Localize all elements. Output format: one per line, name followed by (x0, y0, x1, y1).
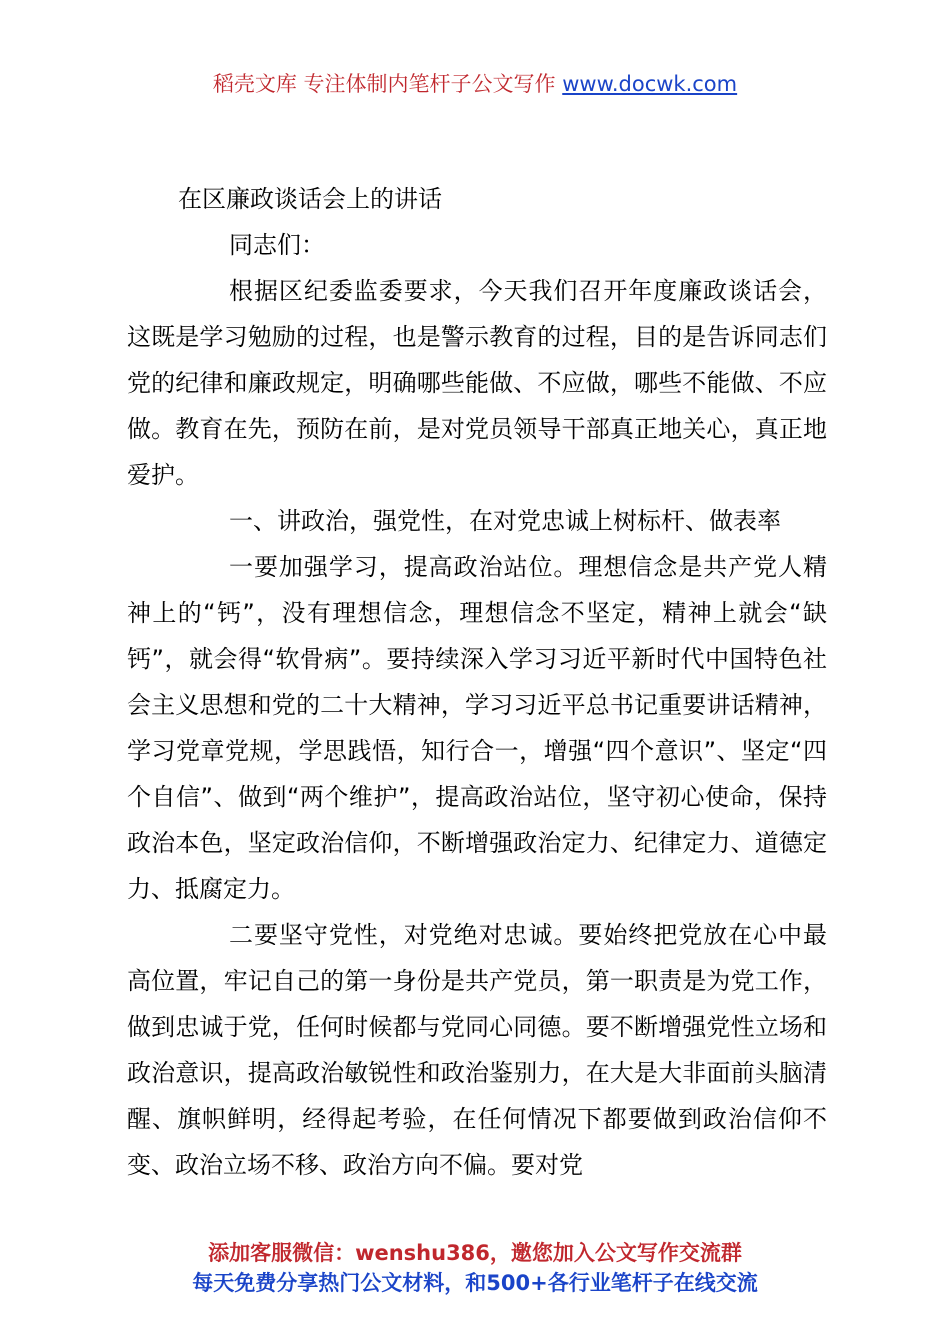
page-footer (0, 1238, 950, 1298)
header-site-link[interactable]: www.docwk.com (562, 72, 738, 96)
paragraph-intro: 根据区纪委监委要求，今天我们召开年度廉政谈话会，这既是学习勉励的过程，也是警示教育的过程，目的是告诉同志们党的纪律和廉政规定，明确哪些能做、不应做，哪些不能做、不应做。教育在先，预防在前，是对党员领导干部真正地关心，真正地爱护。 (127, 277, 827, 489)
paragraph-point-2: 二要坚守党性，对党绝对忠诚。要始终把党放在心中最高位置，牢记自己的第一身份是共产党员，第一职责是为党工作，做到忠诚于党，任何时候都与党同心同德。要不断增强党性立场和政治意识，提高政治敏锐性和政治鉴别力，在大是大非面前头脑清醒、旗帜鲜明，经得起考验，在任何情况下都要做到政治信仰不变、政治立场不移、政治方向不偏。要对党 (127, 921, 827, 1179)
salutation: 同志们： (229, 231, 325, 259)
page-header (0, 68, 950, 100)
section-heading-1: 一、讲政治，强党性，在对党忠诚上树标杆、做表率 (229, 507, 781, 535)
header-brand: 稻壳文库 专注体制内笔杆子公文写作 (212, 72, 556, 96)
paragraph-point-1: 一要加强学习，提高政治站位。理想信念是共产党人精神上的“钙”，没有理想信念，理想信念不坚定，精神上就会“缺钙”，就会得“软骨病”。要持续深入学习习近平新时代中国特色社会主义思想和党的二十大精神，学习习近平总书记重要讲话精神，学习党章党规，学思践悟，知行合一，增强“四个意识”、坚定“四个自信”、做到“两个维护”，提高政治站位，坚守初心使命，保持政治本色，坚定政治信仰，不断增强政治定力、纪律定力、道德定力、抵腐定力。 (127, 553, 827, 903)
document-title: 在区廉政谈话会上的讲话 (178, 185, 442, 213)
document-body (127, 176, 827, 1188)
footer-share-line: 每天免费分享热门公文材料，和500+各行业笔杆子在线交流 (192, 1271, 758, 1295)
footer-wechat-line: 添加客服微信：wenshu386，邀您加入公文写作交流群 (208, 1241, 742, 1265)
